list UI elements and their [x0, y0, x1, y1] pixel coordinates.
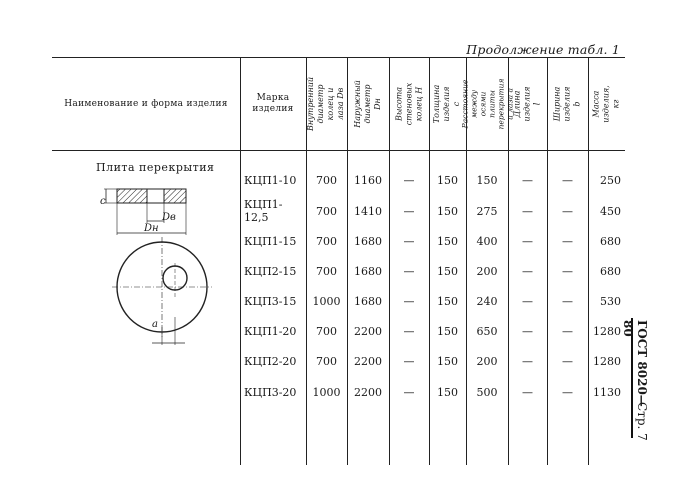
- table-row: [52, 226, 625, 256]
- side-page: Стр. 7: [635, 402, 649, 441]
- label-c: c: [100, 196, 106, 207]
- header-axis-distance: Расстояние между осями плиты перекрытия и лаза a: [460, 78, 515, 129]
- table-row: [52, 316, 625, 346]
- cell-a: 275: [476, 204, 498, 218]
- table-row: [52, 286, 625, 316]
- header-mass: Масса изделия, кг: [591, 84, 621, 123]
- cell-h: —: [403, 324, 415, 338]
- cell-mark: КЦП1-15: [244, 234, 297, 248]
- table-row: [52, 256, 625, 286]
- cell-mark: КЦП1-12,5: [244, 198, 283, 224]
- label-dv: Dв: [162, 212, 176, 223]
- cell-a: 400: [476, 234, 498, 248]
- cell-mark: КЦП1-20: [244, 324, 297, 338]
- cell-mark: КЦП2-15: [244, 264, 297, 278]
- cell-m: 250: [600, 173, 621, 187]
- cell-c: 150: [437, 385, 458, 399]
- cell-m: 1280: [593, 354, 621, 368]
- cell-h: —: [403, 173, 415, 187]
- cell-l: —: [522, 204, 533, 218]
- cell-l: —: [522, 324, 533, 338]
- cell-l: —: [522, 294, 533, 308]
- cell-l: —: [522, 264, 533, 278]
- table-row: [52, 196, 625, 226]
- header-mark: Марка изделия: [252, 92, 294, 114]
- cell-a: 500: [476, 385, 498, 399]
- cell-dv: 700: [316, 204, 337, 218]
- cell-mark: КЦП1-10: [244, 173, 297, 187]
- item-name: Плита перекрытия: [96, 161, 215, 174]
- cell-dn: 1680: [354, 294, 382, 308]
- cell-h: —: [403, 385, 415, 399]
- cell-dn: 1680: [354, 234, 382, 248]
- cell-m: 680: [600, 264, 621, 278]
- cell-dn: 2200: [354, 324, 382, 338]
- table-row: [52, 346, 625, 376]
- cell-b: —: [562, 204, 573, 218]
- cell-b: —: [562, 354, 573, 368]
- cell-dn: 1410: [354, 204, 382, 218]
- cell-dn: 2200: [354, 354, 382, 368]
- cell-dn: 2200: [354, 385, 382, 399]
- continuation-title: Продолжение табл. 1: [466, 42, 620, 57]
- label-dn: Dн: [144, 223, 159, 234]
- cell-m: 530: [600, 294, 621, 308]
- cell-b: —: [562, 234, 573, 248]
- cell-a: 150: [476, 173, 498, 187]
- cell-a: 200: [476, 264, 498, 278]
- cell-b: —: [562, 324, 573, 338]
- cell-b: —: [562, 264, 573, 278]
- header-length: Длина изделия l: [512, 86, 542, 121]
- cell-c: 150: [437, 204, 458, 218]
- cell-dv: 700: [316, 234, 337, 248]
- cell-dn: 1160: [354, 173, 382, 187]
- cell-dv: 700: [316, 173, 337, 187]
- cell-dv: 700: [316, 354, 337, 368]
- header-bottom-border: [52, 150, 625, 151]
- label-a: a: [152, 319, 158, 330]
- cell-dv: 1000: [312, 294, 341, 308]
- cell-a: 200: [476, 354, 498, 368]
- cell-m: 680: [600, 234, 621, 248]
- cell-l: —: [522, 354, 533, 368]
- cell-b: —: [562, 294, 573, 308]
- header-ring-height: Высота стеновых колец H: [394, 82, 424, 125]
- side-gost: ГОСТ 8020—80: [621, 320, 649, 407]
- cell-l: —: [522, 173, 533, 187]
- cell-mark: КЦП2-20: [244, 354, 297, 368]
- cell-l: —: [522, 234, 533, 248]
- cell-dv: 1000: [312, 385, 341, 399]
- cell-c: 150: [437, 173, 458, 187]
- cell-mark: КЦП3-20: [244, 385, 297, 399]
- cell-c: 150: [437, 294, 458, 308]
- header-inner-diameter: Внутренний диаметр колец и лаза Dв: [306, 76, 346, 131]
- cell-b: —: [562, 385, 573, 399]
- cell-l: —: [522, 385, 533, 399]
- cell-h: —: [403, 354, 415, 368]
- cell-dn: 1680: [354, 264, 382, 278]
- header-name-form: Наименование и форма изделия: [64, 98, 228, 109]
- cell-mark: КЦП3-15: [244, 294, 297, 308]
- cell-a: 650: [476, 324, 498, 338]
- cell-a: 240: [476, 294, 498, 308]
- cell-h: —: [403, 294, 415, 308]
- header-thickness: Толщина изделия c: [432, 84, 462, 123]
- cell-b: —: [562, 173, 573, 187]
- cell-m: 450: [600, 204, 621, 218]
- cell-dv: 700: [316, 264, 337, 278]
- product-table: [52, 57, 625, 465]
- cell-h: —: [403, 234, 415, 248]
- cell-h: —: [403, 264, 415, 278]
- cell-c: 150: [437, 354, 458, 368]
- cell-dv: 700: [316, 324, 337, 338]
- cell-c: 150: [437, 264, 458, 278]
- header-outer-diameter: Наружный диаметр Dн: [353, 79, 383, 128]
- header-width: Ширина изделия b: [552, 86, 582, 121]
- table-row: [52, 165, 625, 195]
- table-row: [52, 377, 625, 407]
- cell-m: 1130: [593, 385, 621, 399]
- cell-c: 150: [437, 234, 458, 248]
- cell-m: 1280: [593, 324, 621, 338]
- cell-c: 150: [437, 324, 458, 338]
- cell-h: —: [403, 204, 415, 218]
